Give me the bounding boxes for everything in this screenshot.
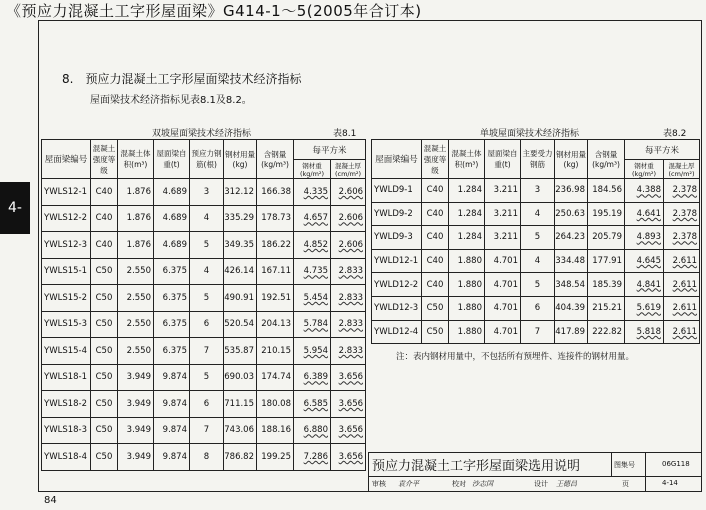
table-cell: C50 bbox=[422, 296, 449, 320]
table-cell: 404.39 bbox=[555, 296, 588, 320]
table-row bbox=[372, 296, 700, 320]
table-cell: 4.689 bbox=[154, 205, 190, 232]
table-cell: C50 bbox=[91, 338, 118, 365]
table-cell: C50 bbox=[91, 444, 118, 471]
table-cell: 5.818 bbox=[625, 320, 664, 344]
design-signature: 王德昌 bbox=[556, 480, 577, 488]
table-cell: 2.611 bbox=[664, 320, 700, 344]
table-cell: 3.656 bbox=[331, 444, 366, 471]
table-cell: 2.550 bbox=[118, 285, 154, 312]
table-cell: 2.550 bbox=[118, 258, 154, 285]
table-cell: 3.656 bbox=[331, 364, 366, 391]
table-row bbox=[372, 320, 700, 344]
table-cell: 5.454 bbox=[294, 285, 331, 312]
table2-header-code: 屋面梁编号 bbox=[372, 140, 422, 179]
table-cell: 174.74 bbox=[257, 364, 294, 391]
title-block-title: 预应力混凝土工字形屋面梁选用说明 bbox=[372, 459, 581, 474]
table1-header-conc-m2: 混凝土厚(cm/m²) bbox=[331, 160, 366, 179]
table-cell: YWLS18-1 bbox=[42, 364, 91, 391]
table-cell: 690.03 bbox=[224, 364, 257, 391]
table-row bbox=[372, 273, 700, 297]
table-cell: 5 bbox=[190, 364, 224, 391]
table-cell: 250.63 bbox=[555, 202, 588, 226]
atlas-label: 图集号 bbox=[614, 461, 635, 469]
table-cell: 2.611 bbox=[664, 296, 700, 320]
table-cell: 3.656 bbox=[331, 391, 366, 418]
table-row bbox=[42, 391, 366, 418]
table-cell: 1.876 bbox=[118, 179, 154, 206]
table-cell: 2.833 bbox=[331, 338, 366, 365]
table1-header-per-m2: 每平方米 bbox=[294, 140, 366, 160]
table-cell: 312.12 bbox=[224, 179, 257, 206]
table-cell: 7 bbox=[521, 320, 555, 344]
review-label: 审核 bbox=[372, 480, 386, 488]
table-cell: 426.14 bbox=[224, 258, 257, 285]
table-cell: 3.949 bbox=[118, 391, 154, 418]
check-signature: 沙志国 bbox=[472, 480, 493, 488]
document-header: 《预应力混凝土工字形屋面梁》G414-1～5(2005年合订本) bbox=[6, 2, 422, 20]
review-signature: 袁介平 bbox=[398, 480, 419, 488]
table-cell: 4 bbox=[190, 258, 224, 285]
table-cell: 199.25 bbox=[257, 444, 294, 471]
table-cell: YWLS12-1 bbox=[42, 179, 91, 206]
side-tab: 4- bbox=[0, 182, 30, 234]
table-cell: 4.657 bbox=[294, 205, 331, 232]
table-cell: 5.784 bbox=[294, 311, 331, 338]
table-cell: 2.611 bbox=[664, 249, 700, 273]
table-cell: 6.375 bbox=[154, 285, 190, 312]
table-cell: 7 bbox=[190, 417, 224, 444]
table-cell: 334.48 bbox=[555, 249, 588, 273]
table-cell: 204.13 bbox=[257, 311, 294, 338]
table-cell: 1.880 bbox=[449, 296, 485, 320]
table-cell: 4.388 bbox=[625, 179, 664, 203]
table-cell: 6 bbox=[190, 311, 224, 338]
table1 bbox=[41, 139, 366, 471]
table-cell: 4.689 bbox=[154, 179, 190, 206]
table-cell: YWLD9-3 bbox=[372, 226, 422, 250]
table-cell: 2.833 bbox=[331, 311, 366, 338]
table-cell: 210.15 bbox=[257, 338, 294, 365]
table-cell: 4.841 bbox=[625, 273, 664, 297]
table-cell: 335.29 bbox=[224, 205, 257, 232]
table-cell: 3 bbox=[190, 179, 224, 206]
table-row bbox=[42, 364, 366, 391]
table-cell: C50 bbox=[91, 258, 118, 285]
table2-note: 注：表内钢材用量中，不包括所有预埋件、连接件的钢材用量。 bbox=[396, 352, 635, 362]
table-row bbox=[372, 202, 700, 226]
table-cell: 4.852 bbox=[294, 232, 331, 259]
table1-header-weight: 屋面梁自重(t) bbox=[154, 140, 190, 179]
table-cell: 535.87 bbox=[224, 338, 257, 365]
table-cell: 711.15 bbox=[224, 391, 257, 418]
table-cell: 4.641 bbox=[625, 202, 664, 226]
design-label: 设计 bbox=[534, 480, 548, 488]
table-cell: 1.880 bbox=[449, 249, 485, 273]
table-cell: YWLD12-2 bbox=[372, 273, 422, 297]
table-row bbox=[42, 179, 366, 206]
table-cell: 3.949 bbox=[118, 417, 154, 444]
table-cell: 7.286 bbox=[294, 444, 331, 471]
table1-header-code: 屋面梁编号 bbox=[42, 140, 91, 179]
table-cell: C40 bbox=[91, 179, 118, 206]
table-cell: 1.880 bbox=[449, 273, 485, 297]
table-cell: C50 bbox=[91, 391, 118, 418]
table-cell: 520.54 bbox=[224, 311, 257, 338]
table-cell: 2.378 bbox=[664, 226, 700, 250]
table-cell: 1.876 bbox=[118, 205, 154, 232]
table-cell: 1.284 bbox=[449, 202, 485, 226]
table-cell: 1.876 bbox=[118, 232, 154, 259]
table-cell: C40 bbox=[422, 273, 449, 297]
table-cell: YWLS18-2 bbox=[42, 391, 91, 418]
table-cell: YWLS18-4 bbox=[42, 444, 91, 471]
table-cell: 4 bbox=[190, 205, 224, 232]
table-cell: 2.378 bbox=[664, 179, 700, 203]
table-cell: 188.16 bbox=[257, 417, 294, 444]
table2-header-steel-m2: 钢材重(kg/m²) bbox=[625, 160, 664, 179]
table-cell: 184.56 bbox=[588, 179, 625, 203]
table-cell: 1.284 bbox=[449, 226, 485, 250]
table-cell: 4.701 bbox=[485, 320, 521, 344]
table-cell: 264.23 bbox=[555, 226, 588, 250]
table-cell: 5 bbox=[190, 285, 224, 312]
table-cell: 9.874 bbox=[154, 364, 190, 391]
table2-header-tendon: 主要受力钢筋 bbox=[521, 140, 555, 179]
table-cell: 6.389 bbox=[294, 364, 331, 391]
table-cell: 4.335 bbox=[294, 179, 331, 206]
table-cell: 5.954 bbox=[294, 338, 331, 365]
table-cell: 4.701 bbox=[485, 249, 521, 273]
table-cell: 3.211 bbox=[485, 226, 521, 250]
table-cell: C40 bbox=[91, 232, 118, 259]
table-cell: C50 bbox=[422, 320, 449, 344]
table-cell: 1.284 bbox=[449, 179, 485, 203]
table-cell: 3.211 bbox=[485, 179, 521, 203]
table-cell: 4.689 bbox=[154, 232, 190, 259]
table-cell: 192.51 bbox=[257, 285, 294, 312]
table-cell: C40 bbox=[91, 205, 118, 232]
table1-header-grade: 混凝土强度等级 bbox=[91, 140, 118, 179]
table-cell: 348.54 bbox=[555, 273, 588, 297]
page-code: 4-14 bbox=[662, 479, 678, 487]
table-cell: C40 bbox=[422, 179, 449, 203]
table-cell: 3.949 bbox=[118, 444, 154, 471]
table-cell: 166.38 bbox=[257, 179, 294, 206]
table-cell: 743.06 bbox=[224, 417, 257, 444]
table-row bbox=[42, 444, 366, 471]
table-row bbox=[372, 249, 700, 273]
table-cell: 215.21 bbox=[588, 296, 625, 320]
table-cell: 6.375 bbox=[154, 311, 190, 338]
table-cell: 8 bbox=[190, 444, 224, 471]
table2-header-weight: 屋面梁自重(t) bbox=[485, 140, 521, 179]
table-cell: 349.35 bbox=[224, 232, 257, 259]
page-label: 页 bbox=[622, 480, 629, 488]
table-row bbox=[42, 232, 366, 259]
table-cell: 6.375 bbox=[154, 338, 190, 365]
table-cell: 490.91 bbox=[224, 285, 257, 312]
table-row bbox=[42, 417, 366, 444]
table1-header-steel-m2: 钢材重(kg/m²) bbox=[294, 160, 331, 179]
table-cell: 178.73 bbox=[257, 205, 294, 232]
table-cell: 3.211 bbox=[485, 202, 521, 226]
table-cell: C50 bbox=[91, 364, 118, 391]
table-row bbox=[372, 179, 700, 203]
table-cell: 167.11 bbox=[257, 258, 294, 285]
table-cell: 6.880 bbox=[294, 417, 331, 444]
table-cell: 2.550 bbox=[118, 338, 154, 365]
table2 bbox=[371, 139, 700, 344]
table-cell: 4.645 bbox=[625, 249, 664, 273]
table-cell: 236.98 bbox=[555, 179, 588, 203]
table-cell: 2.606 bbox=[331, 179, 366, 206]
table-cell: 9.874 bbox=[154, 444, 190, 471]
table-cell: 6.585 bbox=[294, 391, 331, 418]
table2-number: 表8.2 bbox=[663, 129, 687, 139]
table-row bbox=[42, 258, 366, 285]
table-cell: 177.91 bbox=[588, 249, 625, 273]
table-cell: 3 bbox=[521, 179, 555, 203]
table-cell: 4 bbox=[521, 249, 555, 273]
table1-header-volume: 混凝土体积(m³) bbox=[118, 140, 154, 179]
table-row bbox=[42, 311, 366, 338]
table-cell: 1.880 bbox=[449, 320, 485, 344]
table-cell: 2.606 bbox=[331, 205, 366, 232]
table-cell: 5 bbox=[521, 273, 555, 297]
table-cell: YWLS15-1 bbox=[42, 258, 91, 285]
table-cell: 4.893 bbox=[625, 226, 664, 250]
table-cell: 2.833 bbox=[331, 285, 366, 312]
table2-body bbox=[372, 179, 700, 344]
table1-header-tendon: 预应力钢筋(根) bbox=[190, 140, 224, 179]
table-row bbox=[372, 226, 700, 250]
table-row bbox=[42, 205, 366, 232]
table-cell: 9.874 bbox=[154, 391, 190, 418]
table-cell: YWLD9-1 bbox=[372, 179, 422, 203]
table-row bbox=[42, 338, 366, 365]
table-cell: YWLS18-3 bbox=[42, 417, 91, 444]
table-cell: YWLD12-3 bbox=[372, 296, 422, 320]
table-cell: 5 bbox=[521, 226, 555, 250]
table-cell: 4.701 bbox=[485, 273, 521, 297]
section-title: 8. 预应力混凝土工字形屋面梁技术经济指标 bbox=[62, 72, 302, 86]
table-cell: 2.611 bbox=[664, 273, 700, 297]
table1-header-content: 含钢量(kg/m³) bbox=[257, 140, 294, 179]
table1-caption: 双坡屋面梁技术经济指标 bbox=[152, 129, 252, 139]
table2-header-steel: 钢材用量(kg) bbox=[555, 140, 588, 179]
table-cell: YWLD12-1 bbox=[372, 249, 422, 273]
table1-body bbox=[42, 179, 366, 471]
table-cell: YWLS12-3 bbox=[42, 232, 91, 259]
table-cell: 417.89 bbox=[555, 320, 588, 344]
table-cell: 222.82 bbox=[588, 320, 625, 344]
table-cell: 180.08 bbox=[257, 391, 294, 418]
table-cell: 9.874 bbox=[154, 417, 190, 444]
table-cell: 2.378 bbox=[664, 202, 700, 226]
table-cell: 5.619 bbox=[625, 296, 664, 320]
table-cell: 3.949 bbox=[118, 364, 154, 391]
table-cell: C40 bbox=[422, 226, 449, 250]
table-cell: 195.19 bbox=[588, 202, 625, 226]
table2-header-content: 含钢量(kg/m³) bbox=[588, 140, 625, 179]
table-cell: 205.79 bbox=[588, 226, 625, 250]
table2-header-volume: 混凝土体积(m³) bbox=[449, 140, 485, 179]
table-cell: 4 bbox=[521, 202, 555, 226]
table-cell: 2.550 bbox=[118, 311, 154, 338]
table-cell: 6 bbox=[190, 391, 224, 418]
table1-header-steel: 钢材用量(kg) bbox=[224, 140, 257, 179]
table-cell: C50 bbox=[91, 311, 118, 338]
table2-header-grade: 混凝土强度等级 bbox=[422, 140, 449, 179]
table-row bbox=[42, 285, 366, 312]
table-cell: YWLD12-4 bbox=[372, 320, 422, 344]
table-cell: YWLS15-2 bbox=[42, 285, 91, 312]
check-label: 校对 bbox=[452, 480, 466, 488]
table-cell: 185.39 bbox=[588, 273, 625, 297]
table-cell: YWLS15-4 bbox=[42, 338, 91, 365]
table2-header-per-m2: 每平方米 bbox=[625, 140, 700, 160]
table-cell: 2.833 bbox=[331, 258, 366, 285]
table-cell: 3.656 bbox=[331, 417, 366, 444]
atlas-number: 06G118 bbox=[662, 460, 690, 468]
table1-number: 表8.1 bbox=[333, 129, 357, 139]
table-cell: 186.22 bbox=[257, 232, 294, 259]
table-cell: 7 bbox=[190, 338, 224, 365]
table-cell: C50 bbox=[91, 285, 118, 312]
table2-caption: 单坡屋面梁技术经济指标 bbox=[480, 129, 580, 139]
table-cell: 786.82 bbox=[224, 444, 257, 471]
table-cell: 6.375 bbox=[154, 258, 190, 285]
table-cell: YWLS15-3 bbox=[42, 311, 91, 338]
table-cell: 5 bbox=[190, 232, 224, 259]
table-cell: C40 bbox=[422, 202, 449, 226]
table-cell: 6 bbox=[521, 296, 555, 320]
table-cell: 4.735 bbox=[294, 258, 331, 285]
page-number: 84 bbox=[44, 495, 57, 506]
table-cell: C40 bbox=[422, 249, 449, 273]
table-cell: YWLD9-2 bbox=[372, 202, 422, 226]
table-cell: YWLS12-2 bbox=[42, 205, 91, 232]
table2-header-conc-m2: 混凝土厚(cm/m²) bbox=[664, 160, 700, 179]
section-intro: 屋面梁技术经济指标见表8.1及8.2。 bbox=[90, 95, 252, 106]
table-cell: 4.701 bbox=[485, 296, 521, 320]
table-cell: C50 bbox=[91, 417, 118, 444]
table-cell: 2.606 bbox=[331, 232, 366, 259]
